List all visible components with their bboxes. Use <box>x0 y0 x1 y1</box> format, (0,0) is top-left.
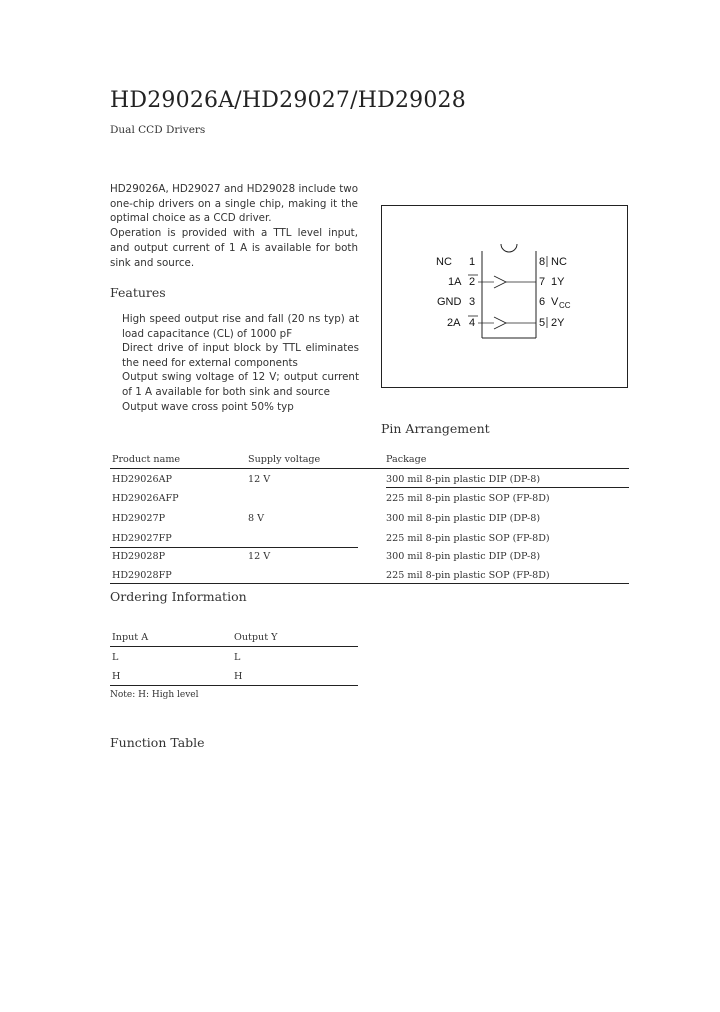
product-name-cell: HD29028P <box>112 551 166 562</box>
pin-arrangement-heading: Pin Arrangement <box>381 421 490 436</box>
table-header-row <box>110 632 358 650</box>
pin-label-subscript: CC <box>559 301 571 310</box>
pin-number: 2 <box>469 276 476 288</box>
package-cell: 225 mil 8-pin plastic SOP (FP-8D) <box>386 570 550 581</box>
pin-label: NC <box>551 256 567 268</box>
pin-number: 5 <box>539 317 546 329</box>
table-row <box>110 493 629 511</box>
table-row <box>110 533 629 551</box>
function-table <box>110 632 358 692</box>
product-name-cell: HD29026AFP <box>112 493 179 504</box>
pin-number: 3 <box>469 296 476 308</box>
supply-voltage-cell: 12 V <box>248 474 271 485</box>
document-title: HD29026A/HD29027/HD29028 <box>110 88 466 113</box>
feature-item: Output wave cross point 50% typ <box>122 400 294 413</box>
product-name-cell: HD29027FP <box>112 533 172 544</box>
table-row <box>110 513 629 531</box>
pin-number: 7 <box>539 276 546 288</box>
pin-label: V <box>551 296 559 308</box>
intro-sentence-1: HD29026A, HD29027 and HD29028 include two one-chip drivers on a single chip, making it the optimal choice as a CCD driver. <box>110 183 358 225</box>
product-name-cell: HD29026AP <box>112 474 172 485</box>
output-cell: L <box>234 652 241 663</box>
pin-label: NC <box>436 256 452 268</box>
column-header: Product name <box>112 454 181 465</box>
document-subtitle: Dual CCD Drivers <box>110 124 206 136</box>
pin-arrangement-box <box>381 205 628 388</box>
table-row <box>110 551 629 569</box>
table-row <box>110 570 629 588</box>
package-cell: 300 mil 8-pin plastic DIP (DP-8) <box>386 513 541 524</box>
column-header: Supply voltage <box>248 454 321 465</box>
package-cell: 225 mil 8-pin plastic SOP (FP-8D) <box>386 533 550 544</box>
table-row <box>110 652 358 670</box>
package-cell: 225 mil 8-pin plastic SOP (FP-8D) <box>386 493 550 504</box>
supply-voltage-cell: 12 V <box>248 551 271 562</box>
input-cell: H <box>112 671 121 682</box>
table-header-row <box>110 454 629 472</box>
intro-sentence-2: Operation is provided with a TTL level input, and output current of 1 A is available for both sink and source. <box>110 227 358 269</box>
column-header: Output Y <box>234 632 278 643</box>
pin-label: 2Y <box>551 317 565 329</box>
intro-paragraph <box>110 182 358 270</box>
function-table-heading: Function Table <box>110 735 205 750</box>
pin-number: 4 <box>469 317 476 329</box>
product-name-cell: HD29027P <box>112 513 166 524</box>
feature-item: Output swing voltage of 12 V; output current of 1 A available for both sink and source <box>122 371 359 398</box>
table-row <box>110 474 629 492</box>
column-header: Package <box>386 454 427 465</box>
table-row <box>110 671 358 689</box>
pin-diagram <box>382 206 629 389</box>
input-cell: L <box>112 652 119 663</box>
pin-label: 1Y <box>551 276 565 288</box>
function-table-note: Note: H: High level <box>110 690 199 700</box>
buffer-1-icon <box>494 276 506 288</box>
product-name-cell: HD29028FP <box>112 570 172 581</box>
column-header: Input A <box>112 632 149 643</box>
feature-item: High speed output rise and fall (20 ns typ) at load capacitance (CL) of 1000 pF <box>122 313 359 340</box>
pin-label: 1A <box>448 276 462 288</box>
pin-number: 1 <box>469 256 476 268</box>
pin-number: 6 <box>539 296 546 308</box>
pin-number: 8 <box>539 256 546 268</box>
pin-label: GND <box>437 296 462 308</box>
chip-notch-icon <box>501 244 517 252</box>
pin-label: 2A <box>447 317 461 329</box>
feature-item: Direct drive of input block by TTL eliminates the need for external components <box>122 342 359 369</box>
ordering-table <box>110 454 629 586</box>
ordering-heading: Ordering Information <box>110 589 247 604</box>
package-cell: 300 mil 8-pin plastic DIP (DP-8) <box>386 551 541 562</box>
package-cell: 300 mil 8-pin plastic DIP (DP-8) <box>386 474 541 485</box>
features-heading: Features <box>110 285 166 300</box>
output-cell: H <box>234 671 243 682</box>
buffer-2-icon <box>494 317 506 329</box>
supply-voltage-cell: 8 V <box>248 513 265 524</box>
features-list <box>122 312 359 414</box>
